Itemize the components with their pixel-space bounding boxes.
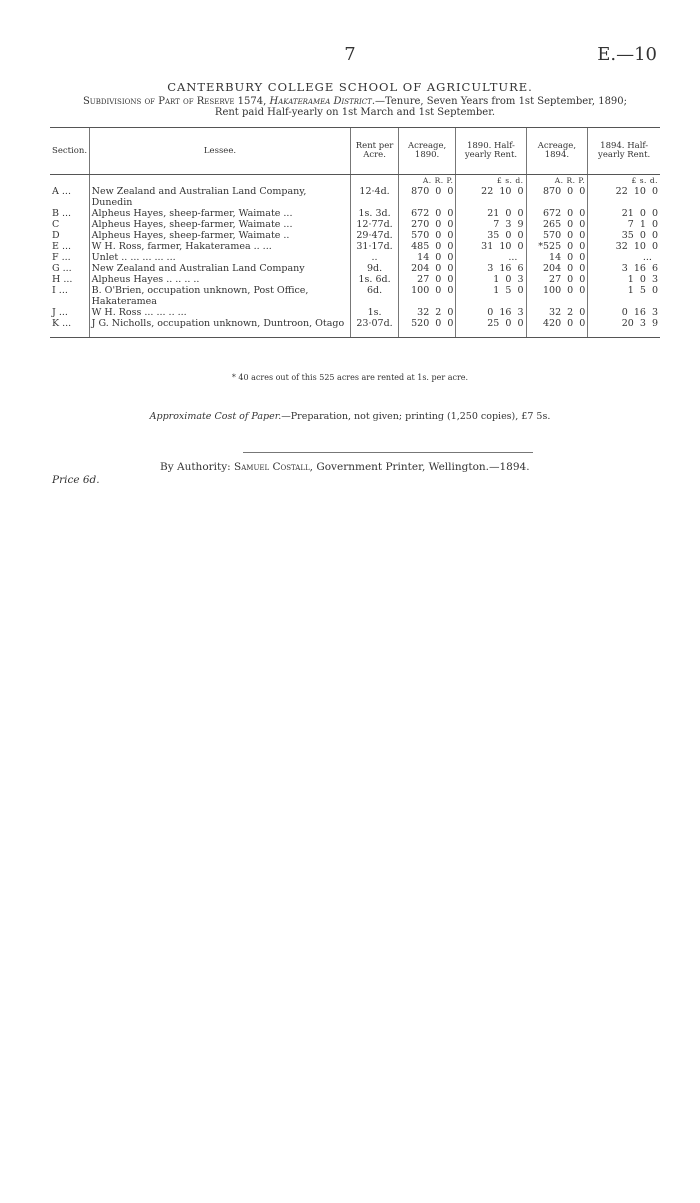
row-section: A ... <box>52 186 71 197</box>
authority-rest: , Government Printer, Wellington.—1894. <box>309 461 530 473</box>
row-rent-1890: 1 5 0 <box>456 285 526 307</box>
row-rent-1890: 31 10 0 <box>456 241 526 252</box>
row-acreage-1894: *525 0 0 <box>526 241 588 252</box>
row-acreage-1894: 570 0 0 <box>526 230 588 241</box>
row-acreage-1890: 485 0 0 <box>398 241 456 252</box>
row-section: G ... <box>52 263 72 274</box>
table-row <box>50 318 660 329</box>
authority-lead: By Authority: <box>160 461 231 473</box>
row-acreage-1890: 570 0 0 <box>398 230 456 241</box>
row-rent-per-acre: 23·07d. <box>351 318 398 329</box>
row-lessee: J G. Nicholls, occupation unknown, Duntroon, Otago <box>89 318 351 329</box>
table-subtitle <box>50 96 660 118</box>
row-section: H ... <box>52 274 73 285</box>
table-bottom-rule <box>50 329 660 338</box>
row-lessee: New Zealand and Australian Land Company, Dunedin <box>89 186 351 208</box>
header-lessee: Lessee. <box>89 128 351 175</box>
document-title: CANTERBURY COLLEGE SCHOOL OF AGRICULTURE. <box>167 80 533 94</box>
row-rent-1894: 35 0 0 <box>588 230 660 241</box>
row-lessee: W H. Ross ... ... .. ... <box>89 307 351 318</box>
units-rent-1890: £ s. d. <box>456 175 526 187</box>
header-acreage-1894: Acreage, 1894. <box>526 128 588 175</box>
row-acreage-1890: 100 0 0 <box>398 285 456 307</box>
row-rent-1894: ... <box>588 252 660 263</box>
cost-of-paper <box>0 411 700 422</box>
units-rent-1894: £ s. d. <box>588 175 660 187</box>
subtitle-lead: Subdivisions of Part of Reserve 1574, <box>82 96 267 107</box>
row-section: K ... <box>52 318 72 329</box>
row-acreage-1894: 204 0 0 <box>526 263 588 274</box>
row-rent-per-acre: 31·17d. <box>351 241 398 252</box>
row-rent-per-acre: 1s. 3d. <box>351 208 398 219</box>
row-acreage-1894: 672 0 0 <box>526 208 588 219</box>
row-rent-1890: 1 0 3 <box>456 274 526 285</box>
row-rent-1890: 25 0 0 <box>456 318 526 329</box>
row-acreage-1894: 100 0 0 <box>526 285 588 307</box>
header-rent-1894: 1894. Half-yearly Rent. <box>588 128 660 175</box>
lease-table <box>50 127 660 338</box>
row-lessee: Alpheus Hayes .. .. .. .. <box>89 274 351 285</box>
row-acreage-1890: 14 0 0 <box>398 252 456 263</box>
row-rent-1894: 21 0 0 <box>588 208 660 219</box>
row-rent-1894: 22 10 0 <box>588 186 660 208</box>
table-row <box>50 186 660 208</box>
table-row <box>50 285 660 307</box>
divider-rule <box>243 452 533 453</box>
row-rent-per-acre: 12·77d. <box>351 219 398 230</box>
row-rent-1890: 21 0 0 <box>456 208 526 219</box>
table-row <box>50 219 660 230</box>
row-rent-1894: 0 16 3 <box>588 307 660 318</box>
row-rent-1894: 32 10 0 <box>588 241 660 252</box>
cost-text: —Preparation, not given; printing (1,250 copies), £7 5s. <box>281 411 551 422</box>
table-row <box>50 263 660 274</box>
table-header-row <box>50 128 660 175</box>
row-rent-1890: 0 16 3 <box>456 307 526 318</box>
row-rent-per-acre: 6d. <box>351 285 398 307</box>
row-lessee: Unlet .. ... ... ... ... <box>89 252 351 263</box>
row-rent-1890: 3 16 6 <box>456 263 526 274</box>
row-acreage-1894: 27 0 0 <box>526 274 588 285</box>
row-lessee: Alpheus Hayes, sheep-farmer, Waimate ... <box>89 208 351 219</box>
row-acreage-1894: 265 0 0 <box>526 219 588 230</box>
row-rent-per-acre: 29·47d. <box>351 230 398 241</box>
row-rent-per-acre: 1s. <box>351 307 398 318</box>
units-acreage-1894: A. R. P. <box>526 175 588 187</box>
table-row <box>50 208 660 219</box>
row-lessee: Alpheus Hayes, sheep-farmer, Waimate .. <box>89 230 351 241</box>
row-rent-per-acre: .. <box>351 252 398 263</box>
page-number: 7 <box>344 44 356 65</box>
row-section: E ... <box>52 241 72 252</box>
row-lessee: New Zealand and Australian Land Company <box>89 263 351 274</box>
row-acreage-1890: 32 2 0 <box>398 307 456 318</box>
table-row <box>50 252 660 263</box>
row-rent-1894: 1 5 0 <box>588 285 660 307</box>
price: Price 6d. <box>52 474 100 486</box>
subtitle-tenure: —Tenure, Seven Years from 1st September, 1890; <box>375 96 628 107</box>
row-section: C <box>52 219 60 230</box>
document-reference: E.—10 <box>597 44 657 65</box>
printer-name: Samuel Costall <box>234 461 310 473</box>
row-lessee: Alpheus Hayes, sheep-farmer, Waimate ... <box>89 219 351 230</box>
row-section: F ... <box>52 252 71 263</box>
header-acreage-1890: Acreage, 1890. <box>398 128 456 175</box>
row-section: D <box>52 230 60 241</box>
row-rent-per-acre: 9d. <box>351 263 398 274</box>
row-rent-1894: 20 3 9 <box>588 318 660 329</box>
row-section: I ... <box>52 285 68 296</box>
row-section: B ... <box>52 208 72 219</box>
row-rent-1890: ... <box>456 252 526 263</box>
row-acreage-1890: 870 0 0 <box>398 186 456 208</box>
row-acreage-1894: 14 0 0 <box>526 252 588 263</box>
row-section: J ... <box>52 307 68 318</box>
cost-label: Approximate Cost of Paper. <box>149 411 282 422</box>
table-row <box>50 274 660 285</box>
row-acreage-1894: 32 2 0 <box>526 307 588 318</box>
row-rent-1890: 7 3 9 <box>456 219 526 230</box>
row-acreage-1890: 672 0 0 <box>398 208 456 219</box>
header-section: Section. <box>50 128 89 175</box>
row-rent-per-acre: 12·4d. <box>351 186 398 208</box>
units-row <box>50 175 660 187</box>
row-lessee: B. O'Brien, occupation unknown, Post Office, Hakateramea <box>89 285 351 307</box>
subtitle-district: Hakateramea District. <box>269 96 375 107</box>
row-acreage-1894: 420 0 0 <box>526 318 588 329</box>
table-row <box>50 230 660 241</box>
row-acreage-1894: 870 0 0 <box>526 186 588 208</box>
printer-authority <box>160 461 530 473</box>
row-rent-1894: 7 1 0 <box>588 219 660 230</box>
units-acreage-1890: A. R. P. <box>398 175 456 187</box>
row-rent-1890: 22 10 0 <box>456 186 526 208</box>
row-acreage-1890: 520 0 0 <box>398 318 456 329</box>
table-row <box>50 241 660 252</box>
row-acreage-1890: 270 0 0 <box>398 219 456 230</box>
footnote: * 40 acres out of this 525 acres are rented at 1s. per acre. <box>231 373 469 382</box>
row-acreage-1890: 27 0 0 <box>398 274 456 285</box>
row-rent-per-acre: 1s. 6d. <box>351 274 398 285</box>
row-lessee: W H. Ross, farmer, Hakateramea .. ... <box>89 241 351 252</box>
row-rent-1894: 3 16 6 <box>588 263 660 274</box>
header-rent-1890: 1890. Half-yearly Rent. <box>456 128 526 175</box>
row-rent-1894: 1 0 3 <box>588 274 660 285</box>
header-rent-per-acre: Rent per Acre. <box>351 128 398 175</box>
table-row <box>50 307 660 318</box>
row-rent-1890: 35 0 0 <box>456 230 526 241</box>
subtitle-rent-terms: Rent paid Half-yearly on 1st March and 1st September. <box>214 107 496 118</box>
row-acreage-1890: 204 0 0 <box>398 263 456 274</box>
